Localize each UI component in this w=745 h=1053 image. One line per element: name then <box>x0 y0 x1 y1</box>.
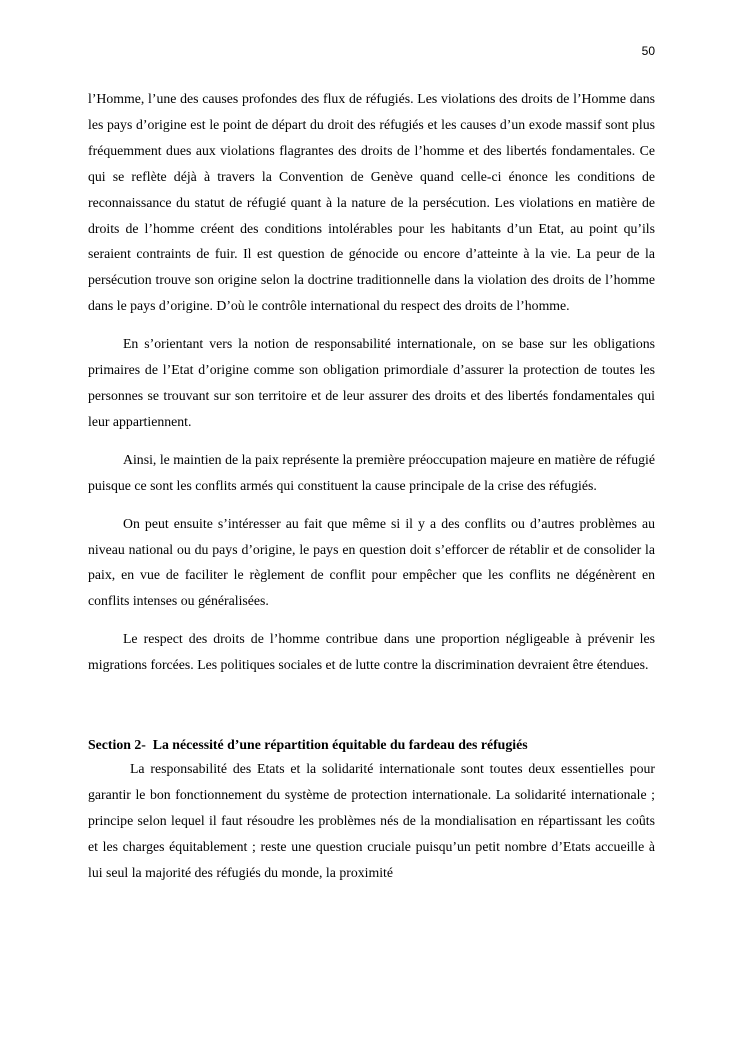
section-heading: Section 2- La nécessité d’une répartition équitable du fardeau des réfugiés <box>88 737 528 753</box>
paragraph-human-rights-causes: l’Homme, l’une des causes profondes des flux de réfugiés. Les violations des droits de l’Homme dans les pays d’origine est le point de départ du droit des réfugiés et les causes d’un exode massif sont plus fréquemment dues aux violations flagrantes des droits de l’homme et des libertés fondamentales. Ce qui se reflète déjà à travers la Convention de Genève quand celle-ci énonce les conditions de reconnaissance du statut de réfugié quant à la nature de la persécution. Les violations en matière de droits de l’homme créent des conditions intolérables pour les habitants d’un Etat, au point qu’ils seraient contraints de fuir. Il est question de génocide ou encore d’atteinte à la vie. La peur de la persécution trouve son origine selon la doctrine traditionnelle dans la violation des droits de l’homme dans le pays d’origine. D’où le contrôle international du respect des droits de l’homme. <box>88 91 655 314</box>
paragraph-forced-migrations: Le respect des droits de l’homme contribue dans une proportion négligeable à prévenir les migrations forcées. Les politiques sociales et de lutte contre la discrimination devraient être étendues. <box>88 631 655 673</box>
paragraph-conflict-resolution: On peut ensuite s’intéresser au fait que même si il y a des conflits ou d’autres problèmes au niveau national ou du pays d’origine, le pays en question doit s’efforcer de rétablir et de consolider la paix, en vue de faciliter le règlement de conflit pour empêcher que les conflits ne dégénèrent en conflits intenses ou généralisées. <box>88 515 655 609</box>
page-number: 50 <box>641 44 655 58</box>
paragraph-section-2: La responsabilité des Etats et la solidarité internationale sont toutes deux essentielles pour garantir le bon fonctionnement du système de protection internationale. La solidarité internationale ; principe selon lequel il faut résoudre les problèmes nés de la mondialisation en répartissant les coûts et les charges équitablement ; reste une question cruciale puisqu’un petit nombre d’Etats accueille à lui seul la majorité des réfugiés du monde, la proximité <box>88 761 655 880</box>
document-body <box>88 86 655 898</box>
paragraph-peace-keeping: Ainsi, le maintien de la paix représente la première préoccupation majeure en matière de réfugié puisque ce sont les conflits armés qui constituent la cause principale de la crise des réfugiés. <box>88 451 655 493</box>
paragraph-international-responsibility: En s’orientant vers la notion de responsabilité internationale, on se base sur les obligations primaires de l’Etat d’origine comme son obligation primordiale d’assurer la protection de toutes les personnes se trouvant sur son territoire et de leur assurer des droits et des libertés fondamentales qui leur appartiennent. <box>88 336 655 429</box>
